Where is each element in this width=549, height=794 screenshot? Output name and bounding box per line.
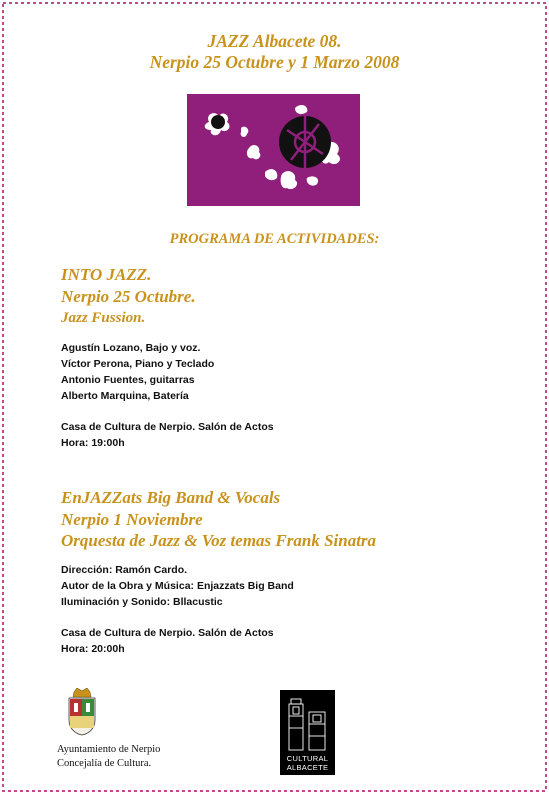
org-department: Concejalía de Cultura. (57, 758, 152, 769)
performer-line: Alberto Marquina, Batería (61, 390, 189, 402)
cultural-logo-text: ALBACETE (286, 763, 329, 772)
event1-venue: Casa de Cultura de Nerpio. Salón de Actos (61, 421, 274, 433)
tower-icon (280, 690, 335, 752)
credit-line: Iluminación y Sonido: Bllacustic (61, 596, 223, 608)
event1-name: INTO JAZZ. (61, 265, 152, 284)
event2-venue: Casa de Cultura de Nerpio. Salón de Actos (61, 627, 274, 639)
performer-line: Agustín Lozano, Bajo y voz. (61, 342, 201, 354)
event2-name: EnJAZZats Big Band & Vocals (61, 488, 281, 507)
cultural-logo-text: CULTURAL (286, 754, 329, 763)
event2-date: Nerpio 1 Noviembre (61, 510, 203, 529)
event2-subtitle: Orquesta de Jazz & Voz temas Frank Sinatra (61, 531, 377, 550)
event1-subtitle: Jazz Fussion. (61, 310, 146, 326)
poster-title: JAZZ Albacete 08. (207, 31, 342, 51)
poster-dates: Nerpio 25 Octubre y 1 Marzo 2008 (149, 52, 400, 72)
jazz-festival-logo (187, 94, 360, 206)
credit-line: Autor de la Obra y Música: Enjazzats Big Band (61, 580, 294, 592)
credit-line: Dirección: Ramón Cardo. (61, 564, 188, 576)
performer-line: Antonio Fuentes, guitarras (61, 374, 195, 386)
cultural-albacete-logo (280, 690, 335, 775)
event1-time: Hora: 19:00h (61, 437, 125, 449)
program-heading: PROGRAMA DE ACTIVIDADES: (169, 231, 380, 247)
nerpio-coat-of-arms-icon (65, 688, 99, 736)
event2-time: Hora: 20:00h (61, 643, 125, 655)
performer-line: Víctor Perona, Piano y Teclado (61, 358, 215, 370)
org-name: Ayuntamiento de Nerpio (57, 744, 161, 755)
event1-date: Nerpio 25 Octubre. (61, 287, 196, 306)
